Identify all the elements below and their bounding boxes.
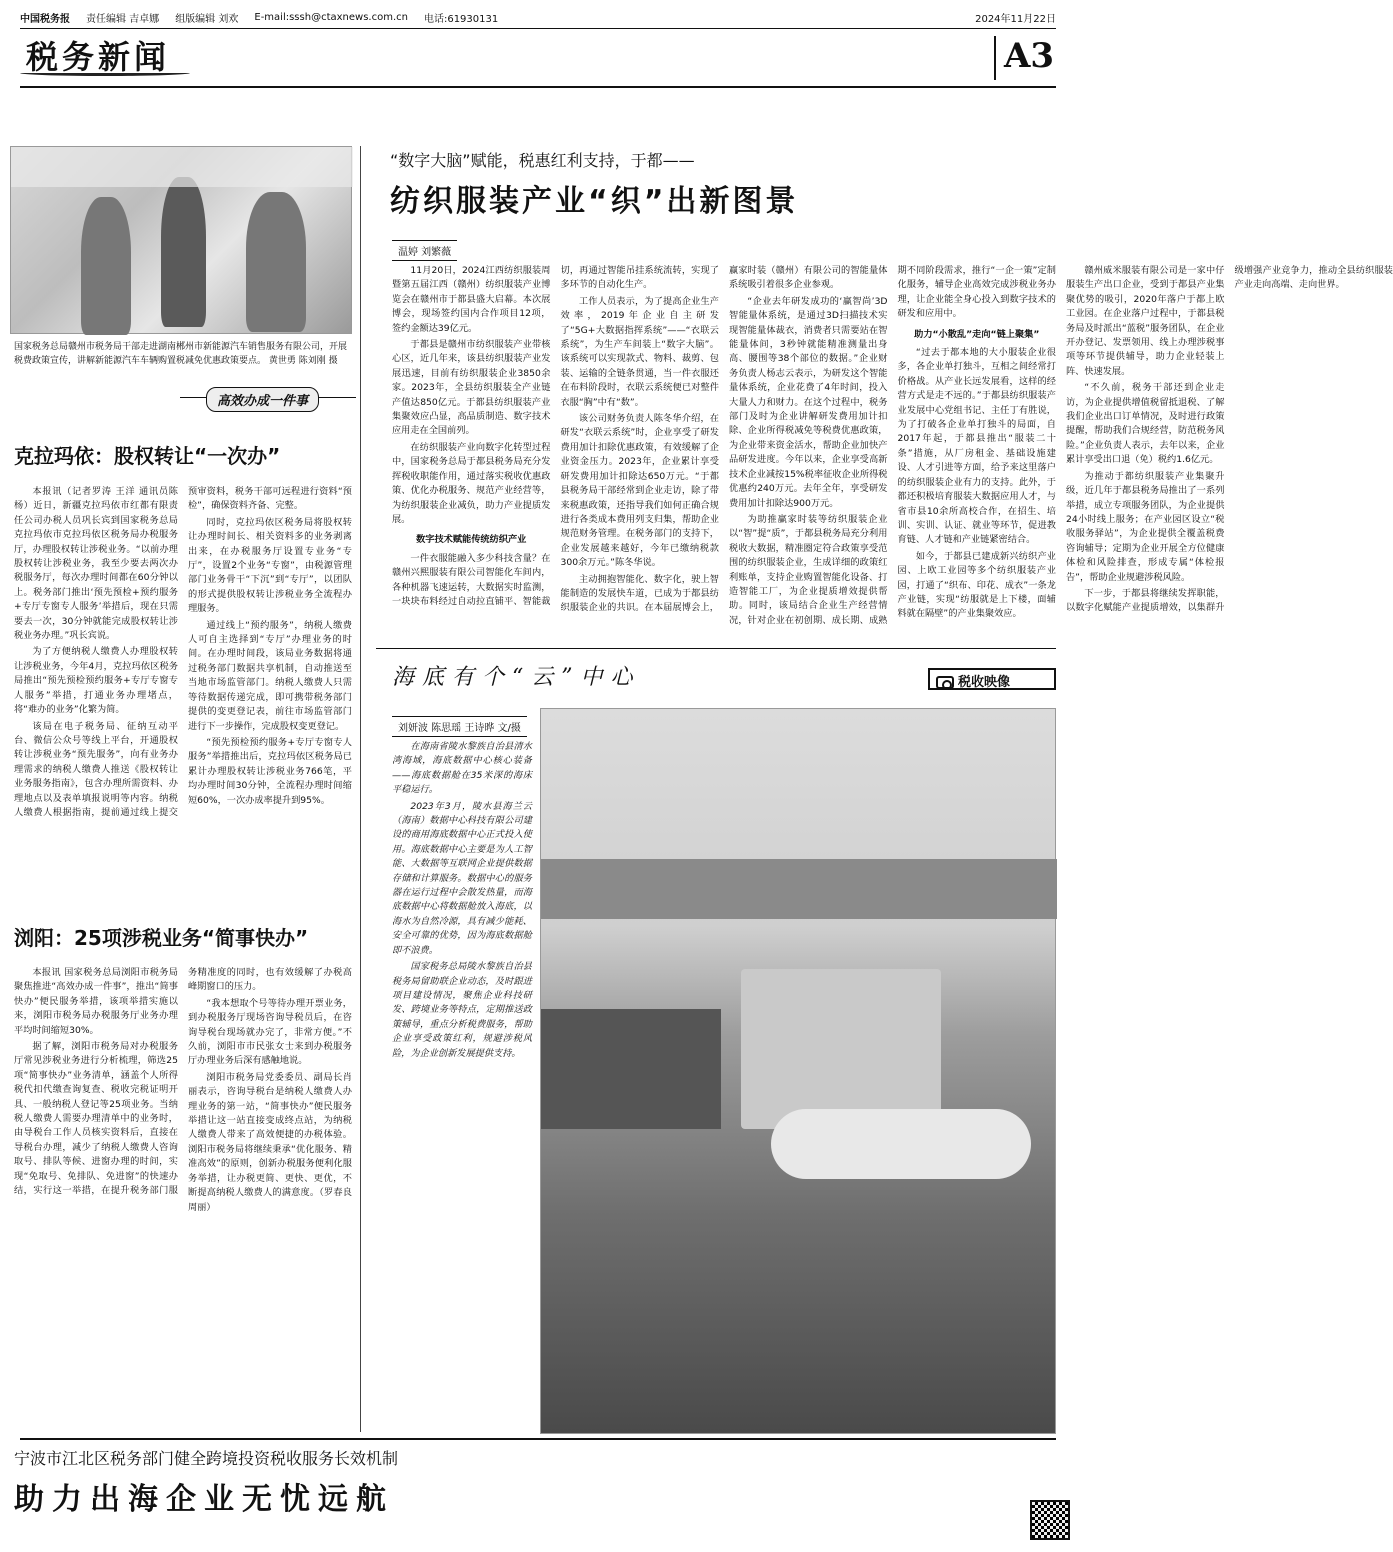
- feature-para: 一件衣服能融入多少科技含量？在赣州兴熙服装有限公司智能化车间内，各种机器飞速运转，大数据实时监测，一块块布料经过自动拉直铺平、智能裁切，再通过智能吊挂系统流转，实现了多环节的自动化生产。: [392, 265, 719, 607]
- masthead-swirl: [20, 70, 190, 76]
- masthead-rule: [20, 86, 1056, 88]
- feature-para: 下一步，于都县将继续发挥职能，以数字化赋能产业提质增效，以集群升级增强产业竞争力，推动全县纺织服装产业走向高端、走向世界。: [1066, 265, 1393, 614]
- phone: 电话:61930131: [423, 13, 499, 25]
- bottom-kicker: 宁波市江北区税务部门健全跨境投资税收服务长效机制: [14, 1449, 399, 1468]
- camera-icon: [936, 676, 954, 689]
- page-number: A3: [994, 36, 1056, 80]
- section-title: 税务新闻: [26, 38, 171, 76]
- article2-para: 据了解，浏阳市税务局对办税服务厅常见涉税业务进行分析梳理，筛选25项“简事快办”业务清单，涵盖个人所得税代扣代缴查询复查、税收完税证明开具、一般纳税人登记等25项业务。当纳税人缴费人需要办理清单中的业务时，由导税台工作人员核实资料后，直接在导税台办理，减少了纳税人缴费人咨询取号、排队等候、进窗办理的时间，实现“免取号、免排队、免进窗”的快速办结，实行这一举措，在提升税务部门服务精准度的同时，也有效缓解了办税高峰期窗口的压力。: [14, 967, 352, 1197]
- layout-editor: 组版编辑 刘欢: [175, 13, 239, 25]
- feature-para: 11月20日，2024江西纺织服装周暨第五届江西（赣州）纺织服装产业博览会在赣州市于都县盛大启幕。本次展博会，现场签约国内合作项目12项，签约金额达39亿元。: [392, 265, 551, 334]
- article2-para: “我本想取个号等待办理开票业务，到办税服务厅现场咨询导税员后，在咨询导税台现场就办完了，非常方便。”不久前，浏阳市市民张女士来到办税服务厅办理业务后深有感触地说。: [188, 997, 352, 1067]
- feature-para: 为助推赢家时装等纺织服装企业以“智”提“质”，于都县税务局充分利用税收大数据，精准圈定符合政策享受范围的纺织服装企业，生成详细的政策红利账单，支持企业购置智能化设备、打造智能工厂，为企业提质增效提供帮助。同时，该局结合企业生产经营情况，针对企业在初创期、成长期、成熟期不同阶段需求，推行“一企一策”定制化服务，辅导企业高效完成涉税业务办理，让企业能全身心投入到数字技术的研发和应用中。: [729, 265, 1056, 626]
- efficiency-badge: [180, 383, 356, 419]
- feature-para: 主动拥抱智能化、数字化，驶上智能制造的发展快车道，已成为于都县纺织服装企业的共识。在本届展博会上，赢家时装（赣州）有限公司的智能量体系统吸引着很多企业参观。: [560, 265, 888, 614]
- badge-label: 高效办成一件事: [206, 387, 319, 412]
- feature-para: 该公司财务负责人陈冬华介绍，在研发“衣联云系统”时，企业享受了研发费用加计扣除优惠政策，有效缓解了企业资金压力。2023年，企业累计享受研发费用加计扣除达650万元。“于都县税务局干部经常到企业走访，除了带来税惠政策，还指导我们如何正确合规进行各类成本费用列支归集，帮助企业规范财务管理。在税务部门的支持下，企业发展越来越好，今年已缴纳税款300余万元。”陈冬华说。: [560, 413, 719, 569]
- feature-body: [392, 264, 1393, 634]
- feature-subhead: 助力“小散乱”走向“链上聚集”: [914, 328, 1040, 340]
- video-tag: [928, 668, 1056, 690]
- article1-para: 为了方便纳税人缴费人办理股权转让涉税业务，今年4月，克拉玛依区税务局推出“预先预检预约服务+专厅专窗专人服务”举措，打通业务办理堵点，将“难办的业务”化繁为简。: [14, 646, 178, 716]
- seabed-data-capsule-photo: [540, 708, 1056, 1434]
- article1-title: 克拉玛依：股权转让“一次办”: [14, 444, 281, 468]
- paper-name: 中国税务报: [20, 13, 70, 25]
- feature-para: 在纺织服装产业向数字化转型过程中，国家税务总局于都县税务局充分发挥税收职能作用，通过落实税收优惠政策、优化办税服务、规范产业经营等，为纺织服装企业减负，助力产业提质发展。: [392, 441, 551, 525]
- feature-para: “企业去年研发成功的‘赢智尚’3D智能量体系统，是通过3D扫描技术实现智能量体裁衣，消费者只需要站在智能量体间，3秒钟就能精准测量出身高、腰围等38个部位的数据。”企业财务负责人杨志云表示，为研发这个智能量体系统，企业花费了4年时间，投入大量人力和财力。在这个过程中，税务部门及时为企业讲解研发费用加计扣除、企业所得税减免等税费优惠政策，为企业带来资金活水，帮助企业加快产品研发进度。今年以来，企业享受高新技术企业减按15%税率征收企业所得税优惠约240万元。去年全年，享受研发费用加计扣除达900万元。: [729, 295, 888, 509]
- video-body: [392, 740, 532, 1240]
- top-rule: [20, 28, 1056, 29]
- editor: 责任编辑 吉卓娜: [86, 13, 160, 25]
- article1-body: [14, 485, 352, 915]
- video-top-rule: [376, 648, 1056, 649]
- feature-subhead: 数字技术赋能传统纺织产业: [416, 534, 527, 546]
- feature-byline-wrap: [392, 240, 512, 258]
- article1-para: 同时，克拉玛依区税务局将股权转让办理时间长、相关资料多的业务剥离出来，在办税服务厅设置专业务“专厅”，设置2个业务“专窗”，由税源管理部门业务骨干“下沉”到“专厅”，以团队的形式提供股权转让涉税业务全流程办理服务。: [188, 516, 352, 615]
- section-masthead: [20, 30, 210, 78]
- article1-para: 该局在电子税务局、征纳互动平台、微信公众号等线上平台，开通股权转让涉税业务“预先服务”，向有业务办理需求的纳税人缴费人推送《股权转让业务服务指南》，包含办理所需资料、办理地点以及表单填报说明等内容。纳税人缴费人根据指南，提前通过线上提交预审资料，税务干部可远程进行资料“预检”，确保资料齐备、完整。: [14, 486, 352, 818]
- article1-para: 通过线上“预约服务”，纳税人缴费人可自主选择到“专厅”办理业务的时间。在办理时间段，该局业务数据将通过税务部门数据共享机制，自动推送至当地市场监管部门。纳税人缴费人只需等待数据传递完成，即可携带税务部门提供的变更登记表，前往市场监管部门进行下一步操作，完成股权变更登记。: [188, 619, 352, 732]
- feature-para: “不久前，税务干部还到企业走访，为企业提供增值税留抵退税、了解我们企业出口订单情况，及时进行政策提醒，帮助我们合规经营，防范税务风险。”企业负责人表示，去年以来，企业累计享受出口退（免）税约1.6亿元。: [1066, 382, 1225, 466]
- bottom-title: 助力出海企业无忧远航: [14, 1482, 394, 1517]
- column-divider: [360, 146, 361, 1432]
- article2-title: 浏阳：25项涉税业务“简事快办”: [14, 926, 309, 950]
- video-title: 海底有个“云”中心: [392, 665, 641, 690]
- video-para: 国家税务总局陵水黎族自治县税务局留助联企业动态，及时跟进项目建设情况，聚焦企业科技研发、跨境业务等特点，定期推送政策辅导，重点分析税费服务，帮助企业享受政策红利，规避涉税风险，为企业创新发展提供支持。: [392, 961, 532, 1059]
- feature-byline: 温婷 刘繁薇: [392, 240, 457, 261]
- feature-title: 纺织服装产业“织”出新图景: [390, 184, 799, 219]
- article1-para: 本报讯（记者罗涛 王洋 通讯员陈杨）近日，新疆克拉玛依市红都有限责任公司办税人员巩长宾到国家税务总局克拉玛依市克拉玛依区税务局办税服务厅，办理股权转让涉税业务。“以前办理股权转让涉税业务，我至少要去两次办税服务厅，每次办理时间都在60分钟以上。税务部门推出‘预先预检+预约服务+专厅专窗专人服务’举措后，现在只需要去一次，30分钟就能完成股权转让涉税业务办理。”巩长宾说。: [14, 486, 178, 642]
- video-byline-wrap: [392, 716, 552, 734]
- tax-officers-photo: [10, 146, 352, 334]
- feature-para: “过去于都本地的大小服装企业很多，各企业单打独斗，互相之间经常打价格战。从产业长远发展看，这样的经营方式是走不远的。”于都县纺织服装产业发展中心党组书记、主任丁有胜说，为了打破各企业单打独斗的局面，自2017年起，于都县推出“服装二十条”措施，从厂房租金、基础设施建设、人才引进等方面，给予来这里落户的纺织服装企业有力的支持。此外，于都还积极培育服装大数据应用人才，与省市县10余所高校合作，在招生、培训、实训、认证、就业等环节，促进教育链、人才链和产业链紧密结合。: [897, 347, 1056, 546]
- email: E-mail:sssh@ctaxnews.com.cn: [254, 11, 408, 23]
- video-tag-label: 税收映像: [958, 675, 1011, 690]
- feature-para: 如今，于都县已建成新兴纺织产业园、上欧工业园等多个纺织服装产业园，打通了“织布、印花、成衣”一条龙产业链，实现“纺服就是上下楼，面辅料就在隔壁”的产业集聚效应。: [897, 550, 1056, 620]
- top-bar: [20, 8, 1056, 26]
- article2-body: [14, 966, 352, 1428]
- article2-para: 本报讯 国家税务总局浏阳市税务局聚焦推进“高效办成一件事”，推出“简事快办”便民服务举措，该项举措实施以来，浏阳市税务局办税服务厅业务办理平均时间缩短30%。: [14, 967, 178, 1036]
- feature-para: 工作人员表示，为了提高企业生产效率，2019年企业自主研发了“5G+大数据指挥系统”——“衣联云系统”，为生产车间装上“数字大脑”。该系统可以实现款式、物料、裁剪、包装、运输的全链条贯通，当一件衣服还在布料阶段时，衣联云系统便已对整件衣服“胸”中有“数”。: [560, 295, 719, 408]
- feature-para: 赣州威米服装有限公司是一家中仔服装生产出口企业，受到于都县产业集聚优势的吸引，2020年落户于都上欧工业园。在企业落户过程中，于都县税务局及时派出“蓝税”服务团队，在企业开办登记、发票领用、线上办理涉税事项等环节提供辅导，助力企业轻装上阵、快速发展。: [1066, 265, 1225, 377]
- video-para: 在海南省陵水黎族自治县清水湾海域，海底数据中心核心装备——海底数据舱在35米深的海床平稳运行。: [392, 741, 532, 796]
- article2-para: 浏阳市税务局党委委员、副局长肖丽表示，咨询导税台是纳税人缴费人办理业务的第一站，“简事快办”便民服务举措让这一站直接变成终点站，为纳税人缴费人带来了高效便捷的办税体验。浏阳市税务局将继续秉承“优化服务、精准高效”的原则，创新办税服务便利化服务举措，让办税更简、更快、更优，不断提高纳税人缴费人的满意度。（罗春良 周丽）: [188, 1071, 352, 1213]
- video-byline: 刘妍波 陈思瑶 王诗晔 文/摄: [392, 716, 527, 737]
- feature-kicker: “数字大脑”赋能，税惠红利支持，于都——: [390, 151, 695, 170]
- article1-para: “预先预检预约服务+专厅专窗专人服务”举措推出后，克拉玛依区税务局已累计办理股权转让涉税业务766笔，平均办理时间30分钟，全流程办理时间缩短60%，一次办成率提升到95%。: [188, 736, 352, 806]
- feature-para: 为推动于都纺织服装产业集聚升级，近几年于都县税务局推出了一系列举措，成立专项服务团队，为企业提供24小时线上服务；在产业园区设立“税收服务驿站”，为企业提供全覆盖税费咨询辅导；定期为企业开展全方位健康体检和风险排查，形成专属“体检报告”，帮助企业规避涉税风险。: [1066, 470, 1225, 583]
- qr-code-icon: [1030, 1500, 1070, 1540]
- issue-date: 2024年11月22日: [975, 13, 1056, 25]
- video-para: 2023年3月，陵水县海兰云（海南）数据中心科技有限公司建设的商用海底数据中心正式投入使用。海底数据中心主要是为人工智能、大数据等互联网企业提供数据存储和计算服务。数据中心的服务器在运行过程中会散发热量，而海底数据中心将数据舱放入海底，以海水为自然冷源，具有减少能耗、安全可靠的优势，因为海底数据舱即不浪费。: [392, 800, 532, 956]
- photo-caption: 国家税务总局赣州市税务局干部走进湖南郴州市新能源汽车销售服务有限公司，开展税费政策宣传，讲解新能源汽车车辆购置税减免优惠政策要点。 黄世勇 陈刘刚 摄: [14, 342, 348, 366]
- bottom-section-rule: [20, 1438, 1056, 1440]
- feature-para: 于都县是赣州市纺织服装产业带核心区，近几年来，该县纺织服装产业发展迅速，目前有纺织服装企业3850余家。2023年，全县纺织服装全产业链产值达850亿元。于都县纺织服装产业集聚效应凸显，高品质制造、数字技术应用走在全国前列。: [392, 339, 551, 437]
